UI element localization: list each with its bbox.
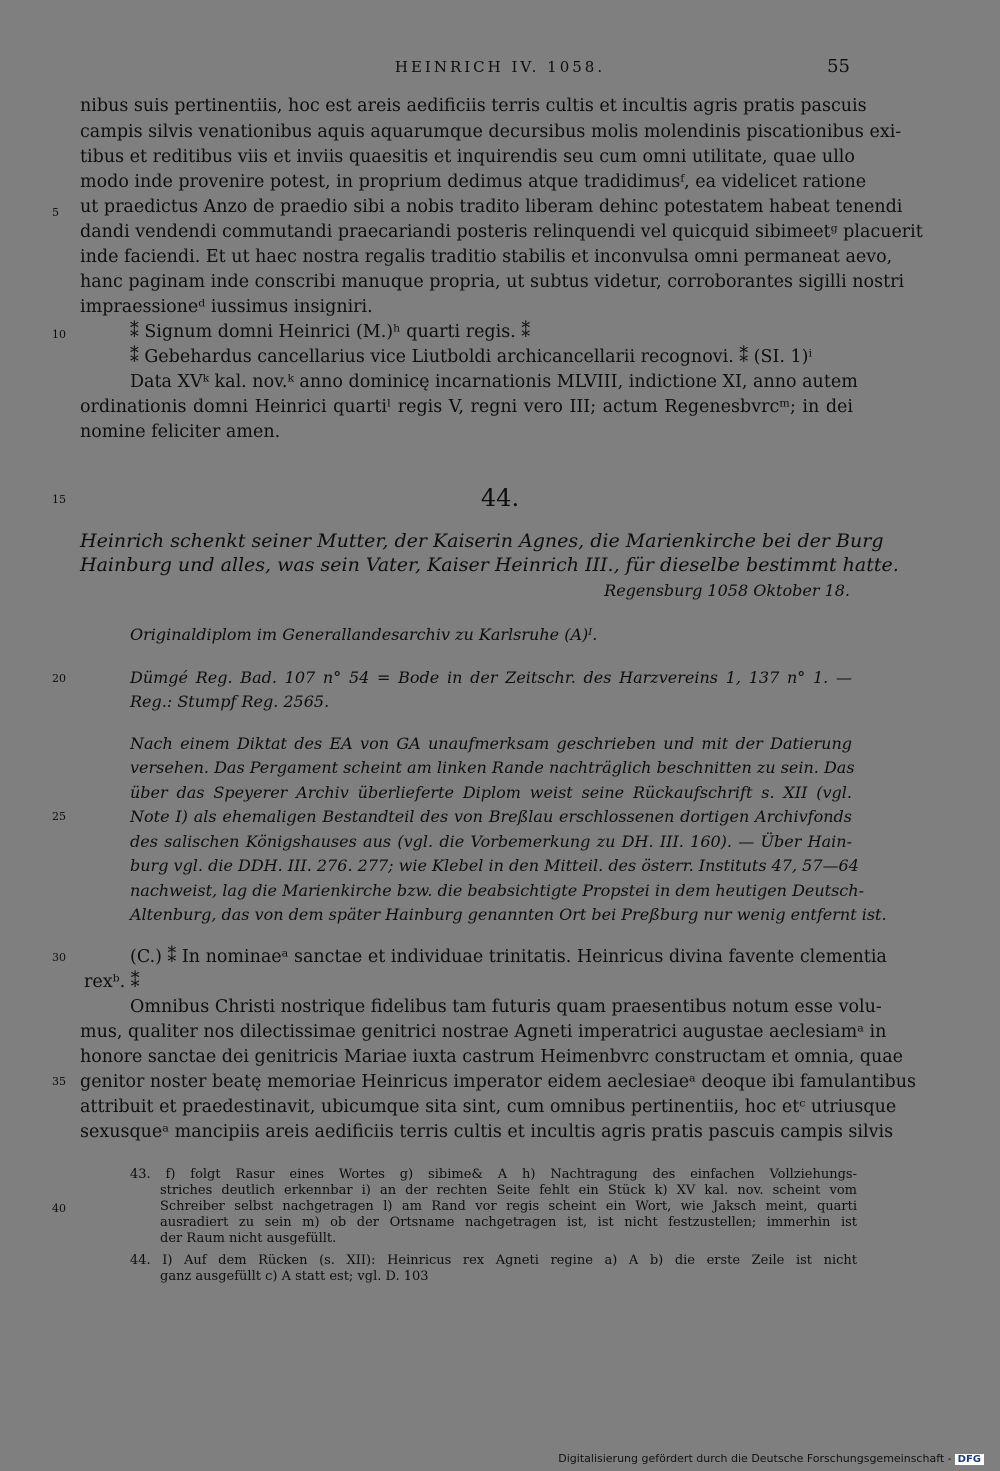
running-title: HEINRICH IV. 1058. (394, 58, 606, 76)
commentary-line: Altenburg, das von dem später Hainburg genannten Ort bei Preßburg nur wenig entfernt ist. (130, 905, 887, 924)
charter-text-line: mus, qualiter nos dilectissimae genitrici nostrae Agneti imperatrici augustae aeclesiamᵃ in (80, 1022, 887, 1042)
footnote-line: ganz ausgefüllt c) A statt est; vgl. D. 103 (160, 1269, 429, 1284)
commentary-line: versehen. Das Pergament scheint am linken Rande nachträglich beschnitten zu sein. Das (130, 758, 855, 777)
line-number: 25 (52, 810, 66, 823)
place-date: Regensburg 1058 Oktober 18. (604, 581, 850, 600)
dating-line: nomine feliciter amen. (80, 422, 281, 442)
commentary-line: des salischen Königshauses aus (vgl. die Vorbemerkung zu DH. III. 160). — Über Hain- (130, 832, 852, 851)
charter-text-line: attribuit et praedestinavit, ubicumque sita sint, cum omnibus pertinentiis, hoc etᶜ utriusque (80, 1097, 897, 1117)
charter-text-line: (C.) ⁑ In nominaeᵃ sanctae et individuae trinitatis. Heinricus divina favente clementia (130, 947, 887, 967)
line-number: 30 (52, 951, 66, 964)
footnote-line: 43. f) folgt Rasur eines Wortes g) sibime& A h) Nachtragung des einfachen Vollziehungs- (130, 1167, 857, 1182)
signum-line: ⁑ Signum domni Heinrici (M.)ʰ quarti regis. ⁑ (130, 322, 531, 342)
text-line: campis silvis venationibus aquis aquarumque decursibus molis molendinis piscationibus exi- (80, 122, 902, 142)
summary-line: Heinrich schenkt seiner Mutter, der Kaiserin Agnes, die Marienkirche bei der Burg (80, 530, 884, 552)
dating-line: Data XVᵏ kal. nov.ᵏ anno dominicę incarnationis MLVIII, indictione XI, anno autem (130, 372, 858, 392)
commentary-line: über das Speyerer Archiv überlieferte Diplom weist seine Rückaufschrift s. XII (vgl. (130, 783, 852, 802)
charter-text-line: sexusqueᵃ mancipiis areis aedificiis terris cultis et incultis agris pratis pascuis campis silvis (80, 1122, 894, 1142)
text-line: impraessioneᵈ iussimus insigniri. (80, 297, 373, 317)
document-number: 44. (480, 484, 520, 512)
commentary-line: burg vgl. die DDH. III. 276. 277; wie Klebel in den Mitteil. des österr. Instituts 47, 57—64 (130, 856, 859, 875)
editions-line: Dümgé Reg. Bad. 107 n° 54 = Bode in der Zeitschr. des Harzvereins 1, 137 n° 1. — (130, 668, 852, 687)
footnote-line: ausradiert zu sein m) ob der Ortsname nachgetragen ist, ist nicht festzustellen; immerhin ist (160, 1215, 857, 1230)
text-line: tibus et reditibus viis et inviis quaesitis et inquirendis seu cum omni utilitate, quae ullo (80, 147, 855, 167)
text-line: hanc paginam inde conscribi manuque propria, ut subtus videtur, corroborantes sigilli nostri (80, 272, 905, 292)
commentary-line: Note I) als ehemaligen Bestandteil des von Breßlau erschlossenen dortigen Archivfonds (130, 807, 852, 826)
line-number: 15 (52, 493, 66, 506)
editions-line: Reg.: Stumpf Reg. 2565. (130, 692, 330, 711)
text-line: modo inde provenire potest, in proprium dedimus atque tradidimusᶠ, ea videlicet ratione (80, 172, 867, 192)
dating-line: ordinationis domni Heinrici quartiˡ regis V, regni vero III; actum Regenesbvrcᵐ; in dei (80, 397, 853, 417)
line-number: 40 (52, 1202, 66, 1215)
text-line: ut praedictus Anzo de praedio sibi a nobis tradito liberam dehinc potestatem habeat tenendi (80, 197, 903, 217)
charter-text-line: genitor noster beatę memoriae Heinricus imperator eidem aeclesiaeᵃ deoque ibi famulantibus (80, 1072, 916, 1092)
charter-text-line: honore sanctae dei genitricis Mariae iuxta castrum Heimenbvrc constructam et omnia, quae (80, 1047, 904, 1067)
text-line: dandi vendendi commutandi praecariandi posteris relinquendi vel quicquid sibimeetᵍ placuerit (80, 222, 923, 242)
charter-text-line: Omnibus Christi nostrique fidelibus tam futuris quam praesentibus notum esse volu- (130, 997, 882, 1017)
text-line: nibus suis pertinentiis, hoc est areis aedificiis terris cultis et incultis agris pratis pascuis (80, 96, 867, 116)
footnote-line: Schreiber selbst nachgetragen l) am Rand vor regis scheint ein Wort, wie Jaksch meint, quarti (160, 1199, 857, 1214)
summary-line: Hainburg und alles, was sein Vater, Kaiser Heinrich III., für dieselbe bestimmt hatte. (80, 554, 899, 576)
footnote-line: 44. I) Auf dem Rücken (s. XII): Heinricus rex Agneti regine a) A b) die erste Zeile ist nicht (130, 1253, 857, 1268)
recognition-line: ⁑ Gebehardus cancellarius vice Liutboldi archicancellarii recognovi. ⁑ (SI. 1)ⁱ (130, 347, 812, 367)
footnote-line: der Raum nicht ausgefüllt. (160, 1231, 337, 1246)
dfg-logo: DFG (955, 1454, 984, 1465)
footnote-line: striches deutlich erkennbar i) an der rechten Seite fehlt ein Stück k) XV kal. nov. scheint vom (160, 1183, 857, 1198)
charter-text-line: rexᵇ. ⁑ (84, 972, 140, 992)
text-line: inde faciendi. Et ut haec nostra regalis traditio stabilis et inconvulsa omni permaneat aevo, (80, 247, 893, 267)
digitization-credit (558, 1452, 984, 1465)
line-number: 5 (52, 206, 59, 219)
credit-text: Digitalisierung gefördert durch die Deutsche Forschungsgemeinschaft - (558, 1452, 952, 1465)
line-number: 10 (52, 328, 66, 341)
page-number: 55 (827, 56, 850, 77)
line-number: 20 (52, 672, 66, 685)
line-number: 35 (52, 1075, 66, 1088)
commentary-line: Nach einem Diktat des EA von GA unaufmerksam geschrieben und mit der Datierung (130, 734, 852, 753)
commentary-line: nachweist, lag die Marienkirche bzw. die beabsichtigte Propstei in dem heutigen Deutsch- (130, 881, 864, 900)
tradition-note: Originaldiplom im Generallandesarchiv zu Karlsruhe (A)ᴵ. (130, 625, 598, 644)
